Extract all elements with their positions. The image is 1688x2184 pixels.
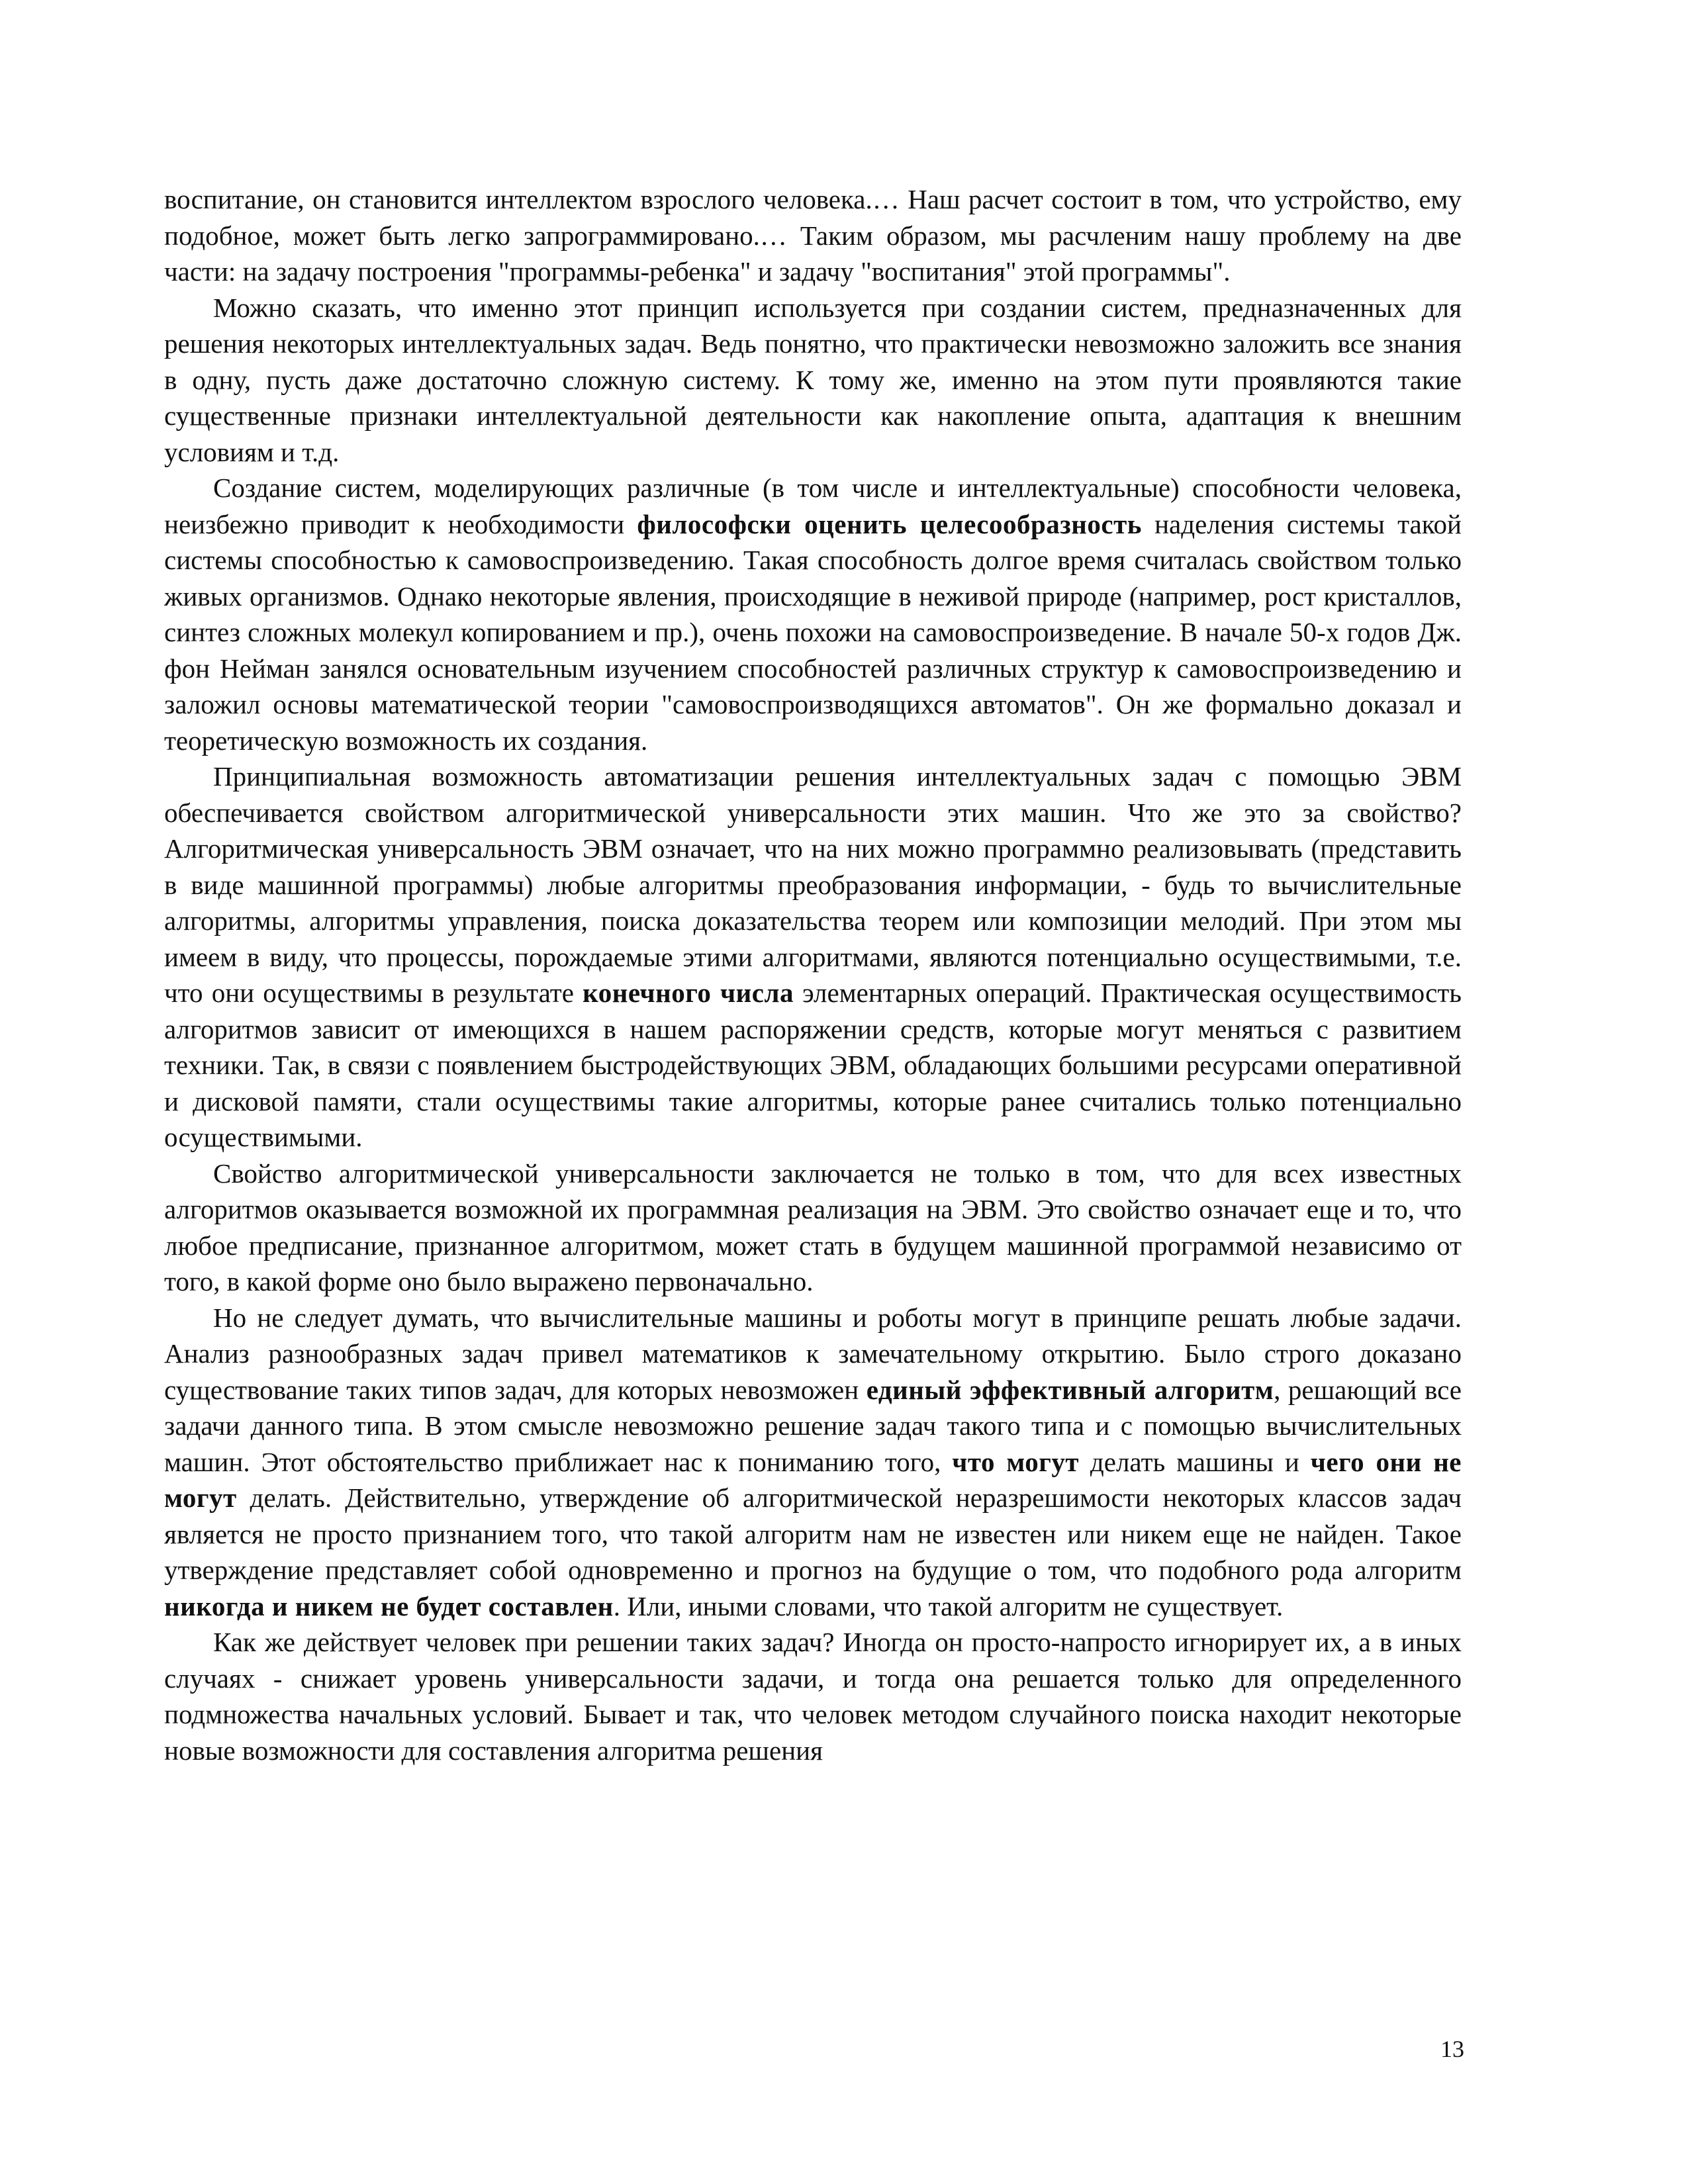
paragraph-6-bold-phrase-1: единый эффективный алгоритм: [866, 1374, 1274, 1405]
paragraph-7-run-1: Как же действует человек при решении таких задач? Иногда он просто-напросто игнорирует их, а в иных случаях - снижает уровень универсальности задачи, и тогда она решается только для определенного подмножества начальных условий. Бывает и так, что человек методом случайного поиска находит некоторые новые возможности для составления алгоритма решения: [164, 1627, 1462, 1766]
page-number: 13: [1440, 2036, 1464, 2062]
paragraph-2-run-1: Можно сказать, что именно этот принцип используется при создании систем, предназначенных для решения некоторых интеллектуальных задач. Ведь понятно, что практически невозможно заложить все знания в одну, пусть даже достаточно сложную систему. К тому же, именно на этом пути проявляются такие существенные признаки интеллектуальной деятельности как накопление опыта, адаптация к внешним условиям и т.д.: [164, 292, 1462, 467]
document-page: [164, 181, 1462, 1768]
paragraph-6-run-3: , решающий все задачи данного типа. В этом смысле невозможно решение задач такого типа и с помощью вычислительных машин. Этот обстоятельство приближает нас к пониманию того,: [164, 1374, 1462, 1477]
paragraph-2: [164, 290, 1462, 471]
paragraph-4: [164, 758, 1462, 1156]
paragraph-6-run-9: . Или, иными словами, что такой алгоритм не существует.: [613, 1590, 1284, 1621]
paragraph-1: [164, 181, 1462, 290]
paragraph-3: [164, 470, 1462, 758]
paragraph-5: [164, 1156, 1462, 1300]
paragraph-1-run-1: воспитание, он становится интеллектом взрослого человека.… Наш расчет состоит в том, что устройство, ему подобное, может быть легко запрограммировано.… Таким образом, мы расчленим нашу проблему на две части: на задачу построения "программы-ребенка" и задачу "воспитания" этой программы".: [164, 184, 1462, 287]
paragraph-3-bold-phrase: философски оценить целесообразность: [637, 508, 1142, 539]
paragraph-6-run-1: Но не следует думать, что вычислительные машины и роботы могут в принципе решать любые задачи. Анализ разнообразных задач привел математиков к замечательному открытию. Было строго доказано существование таких типов задач, для которых невозможен: [164, 1302, 1462, 1405]
paragraph-4-run-1: Принципиальная возможность автоматизации решения интеллектуальных задач с помощью ЭВМ обеспечивается свойством алгоритмической универсальности этих машин. Что же это за свойство? Алгоритмическая универсальность ЭВМ означает, что на них можно программно реализовывать (представить в виде машинной программы) любые алгоритмы преобразования информации, - будь то вычислительные алгоритмы, алгоритмы управления, поиска доказательства теорем или композиции мелодий. При этом мы имеем в виду, что процессы, порождаемые этими алгоритмами, являются потенциально осуществимыми, т.е. что они осуществимы в результате: [164, 761, 1462, 1008]
paragraph-4-run-3: элементарных операций. Практическая осуществимость алгоритмов зависит от имеющихся в нашем распоряжении средств, которые могут меняться с развитием техники. Так, в связи с появлением быстродействующих ЭВМ, обладающих большими ресурсами оперативной и дисковой памяти, стали осуществимы такие алгоритмы, которые ранее считались только потенциально осуществимыми.: [164, 978, 1462, 1152]
paragraph-3-run-1: Создание систем, моделирующих различные (в том числе и интеллектуальные) способности человека, неизбежно приводит к необходимости: [164, 473, 1462, 539]
paragraph-6-run-7: делать. Действительно, утверждение об алгоритмической неразрешимости некоторых классов задач является не просто признанием того, что такой алгоритм нам не известен или никем еще не найден. Такое утверждение представляет собой одновременно и прогноз на будущие о том, что подобного рода алгоритм: [164, 1482, 1462, 1585]
paragraph-6: [164, 1300, 1462, 1625]
paragraph-6-run-5: делать машины и: [1079, 1446, 1311, 1477]
paragraph-3-run-3: наделения системы такой системы способностью к самовоспроизведению. Такая способность долгое время считалась свойством только живых организмов. Однако некоторые явления, происходящие в неживой природе (например, рост кристаллов, синтез сложных молекул копированием и пр.), очень похожи на самовоспроизведение. В начале 50-х годов Дж. фон Нейман занялся основательным изучением способностей различных структур к самовоспроизведению и заложил основы математической теории "самовоспроизводящихся автоматов". Он же формально доказал и теоретическую возможность их создания.: [164, 508, 1462, 756]
paragraph-6-bold-phrase-2: что могут: [952, 1446, 1080, 1477]
paragraph-4-bold-phrase: конечного числа: [583, 978, 794, 1008]
paragraph-7: [164, 1624, 1462, 1768]
paragraph-5-run-1: Свойство алгоритмической универсальности заключается не только в том, что для всех известных алгоритмов оказывается возможной их программная реализация на ЭВМ. Это свойство означает еще и то, что любое предписание, признанное алгоритмом, может стать в будущем машинной программой независимо от того, в какой форме оно было выражено первоначально.: [164, 1158, 1462, 1297]
paragraph-6-bold-phrase-4: никогда и никем не будет составлен: [164, 1590, 614, 1621]
paragraph-6-bold-phrase-3: чего они не могут: [164, 1446, 1462, 1513]
